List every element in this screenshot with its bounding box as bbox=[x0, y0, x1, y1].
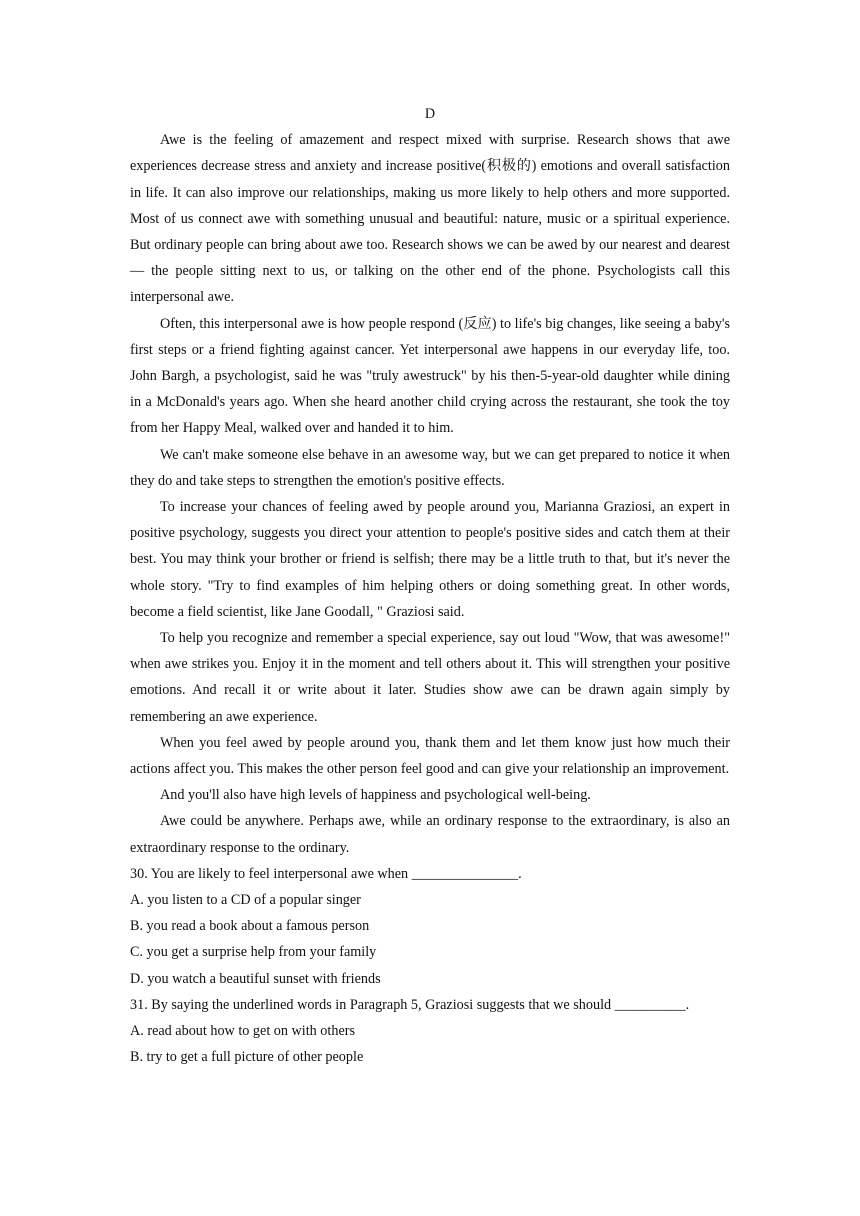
paragraph-6: When you feel awed by people around you, thank them and let them know just how much their actions affect you. This makes the other person feel good and can give your relationship an improvement. bbox=[130, 734, 730, 778]
section-title: D bbox=[424, 106, 436, 122]
option-b: B. try to get a full picture of other people bbox=[130, 1049, 364, 1066]
paragraph-7: And you'll also have high levels of happiness and psychological well-being. bbox=[160, 787, 591, 804]
question-30 bbox=[130, 861, 730, 992]
paragraph-8: Awe could be anywhere. Perhaps awe, while an ordinary response to the extraordinary, is also an extraordinary response to the ordinary. bbox=[130, 813, 730, 856]
option-b: B. you read a book about a famous person bbox=[130, 918, 370, 935]
option-a: A. read about how to get on with others bbox=[130, 1023, 355, 1040]
paragraph-3: We can't make someone else behave in an awesome way, but we can get prepared to notice it when they do and take steps to strengthen the emotion's positive effects. bbox=[130, 446, 730, 489]
option-a: A. you listen to a CD of a popular singer bbox=[130, 892, 361, 909]
document-page bbox=[130, 101, 730, 1071]
question-31 bbox=[130, 992, 730, 1071]
question-stem: 30. You are likely to feel interpersonal awe when _______________. bbox=[130, 865, 522, 882]
paragraph-2: Often, this interpersonal awe is how people respond (反应) to life's big changes, like seeing a baby's first steps or a friend fighting against cancer. Yet interpersonal awe happens in our everyday life, too. John Bargh, a psychologist, said he was "truly awestruck" by his then-5-year-old daughter while dining in a McDonald's years ago. When she heard another child crying across the restaurant, she took the toy from her Happy Meal, walked over and handed it to him. bbox=[130, 315, 730, 437]
paragraph-1: Awe is the feeling of amazement and respect mixed with surprise. Research shows that awe experiences decrease stress and anxiety and increase positive(积极的) emotions and overall satisfaction in life. It can also improve our relationships, making us more likely to help others and more supported. Most of us connect awe with something unusual and beautiful: nature, music or a spiritual experience. But ordinary people can bring about awe too. Research shows we can be awed by our nearest and dearest — the people sitting next to us, or talking on the other end of the phone. Psychologists call this interpersonal awe. bbox=[130, 132, 730, 306]
option-c: C. you get a surprise help from your family bbox=[130, 944, 377, 961]
paragraph-5: To help you recognize and remember a special experience, say out loud "Wow, that was awesome!" when awe strikes you. Enjoy it in the moment and tell others about it. This will strengthen your positive emotions. And recall it or write about it later. Studies show awe can be drawn again simply by remembering an awe experience. bbox=[130, 630, 730, 725]
paragraph-4: To increase your chances of feeling awed by people around you, Marianna Graziosi, an expert in positive psychology, suggests you direct your attention to people's positive sides and catch them at their best. You may think your brother or friend is selfish; there may be a little truth to that, but it's never the whole story. "Try to find examples of him helping others or doing something great. In other words, become a field scientist, like Jane Goodall, " Graziosi said. bbox=[130, 499, 730, 620]
question-stem: 31. By saying the underlined words in Paragraph 5, Graziosi suggests that we should __________. bbox=[130, 996, 690, 1013]
option-d: D. you watch a beautiful sunset with friends bbox=[130, 970, 381, 987]
